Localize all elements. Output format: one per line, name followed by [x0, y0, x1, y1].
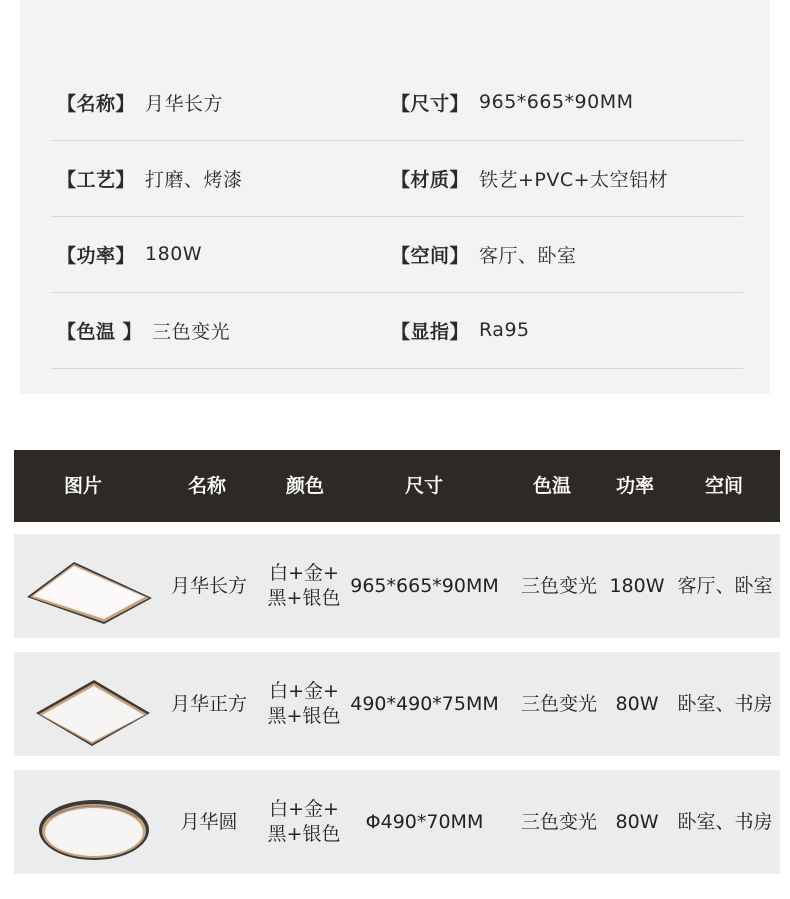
color-line: 白+金+ [269, 562, 339, 584]
spec-value: 客厅、卧室 [479, 244, 577, 267]
spec-key: 【空间】 [391, 244, 470, 267]
spec-value: 180W [145, 243, 203, 265]
color-line: 黑+银色 [267, 587, 341, 609]
lamp-space: 卧室、书房 [677, 810, 773, 833]
spec-key: 【材质】 [391, 168, 470, 191]
spec-value: 965*665*90MM [479, 91, 634, 113]
color-line: 黑+银色 [267, 823, 341, 845]
spec-key: 【显指】 [391, 320, 470, 343]
lamp-name: 月华圆 [180, 810, 238, 833]
lamp-space: 客厅、卧室 [677, 574, 773, 597]
spec-value: 打磨、烤漆 [145, 168, 243, 191]
lamp-color [259, 652, 349, 756]
color-line: 白+金+ [269, 798, 339, 820]
header-space: 空间 [704, 475, 743, 497]
header-image: 图片 [63, 475, 102, 497]
lamp-power: 80W [615, 810, 659, 833]
spec-row [51, 140, 743, 217]
round-lamp-image [24, 778, 154, 866]
table-header [14, 450, 780, 522]
header-size: 尺寸 [404, 475, 443, 497]
spec-card [20, 0, 770, 394]
square-lamp-image [24, 660, 154, 748]
square-lamp-icon [24, 660, 154, 748]
lamp-color-temp: 三色变光 [520, 810, 597, 833]
lamp-power: 80W [615, 692, 659, 715]
color-line: 白+金+ [269, 680, 339, 702]
lamp-size: 490*490*75MM [350, 692, 499, 715]
table-row [14, 652, 780, 756]
header-power: 功率 [615, 475, 654, 497]
round-lamp-icon [24, 778, 154, 866]
lamp-name: 月华长方 [170, 574, 247, 597]
spec-value: 三色变光 [152, 320, 231, 343]
spec-key: 【名称】 [57, 92, 136, 115]
table-row [14, 534, 780, 638]
header-name: 名称 [187, 475, 226, 497]
header-color: 颜色 [285, 475, 324, 497]
lamp-color-temp: 三色变光 [520, 692, 597, 715]
color-line: 黑+银色 [267, 705, 341, 727]
spec-key: 【尺寸】 [391, 92, 470, 115]
spec-row [51, 292, 743, 369]
lamp-power: 180W [609, 574, 665, 597]
lamp-size: Φ490*70MM [365, 810, 484, 833]
lamp-name: 月华正方 [170, 692, 247, 715]
rectangular-lamp-image [24, 542, 154, 630]
lamp-color-temp: 三色变光 [520, 574, 597, 597]
lamp-space: 卧室、书房 [677, 692, 773, 715]
table-row [14, 770, 780, 874]
header-color-temp: 色温 [532, 475, 571, 497]
spec-value: Ra95 [479, 319, 530, 341]
spec-value: 月华长方 [145, 92, 224, 115]
spec-key: 【色温 】 [57, 320, 143, 343]
spec-value: 铁艺+PVC+太空铝材 [479, 168, 669, 191]
lamp-color [259, 770, 349, 874]
lamp-color [259, 534, 349, 638]
spec-row [51, 216, 743, 293]
lamp-size: 965*665*90MM [350, 574, 499, 597]
spec-key: 【工艺】 [57, 168, 136, 191]
spec-row [51, 64, 743, 141]
rectangular-lamp-icon [24, 542, 154, 630]
spec-key: 【功率】 [57, 244, 136, 267]
